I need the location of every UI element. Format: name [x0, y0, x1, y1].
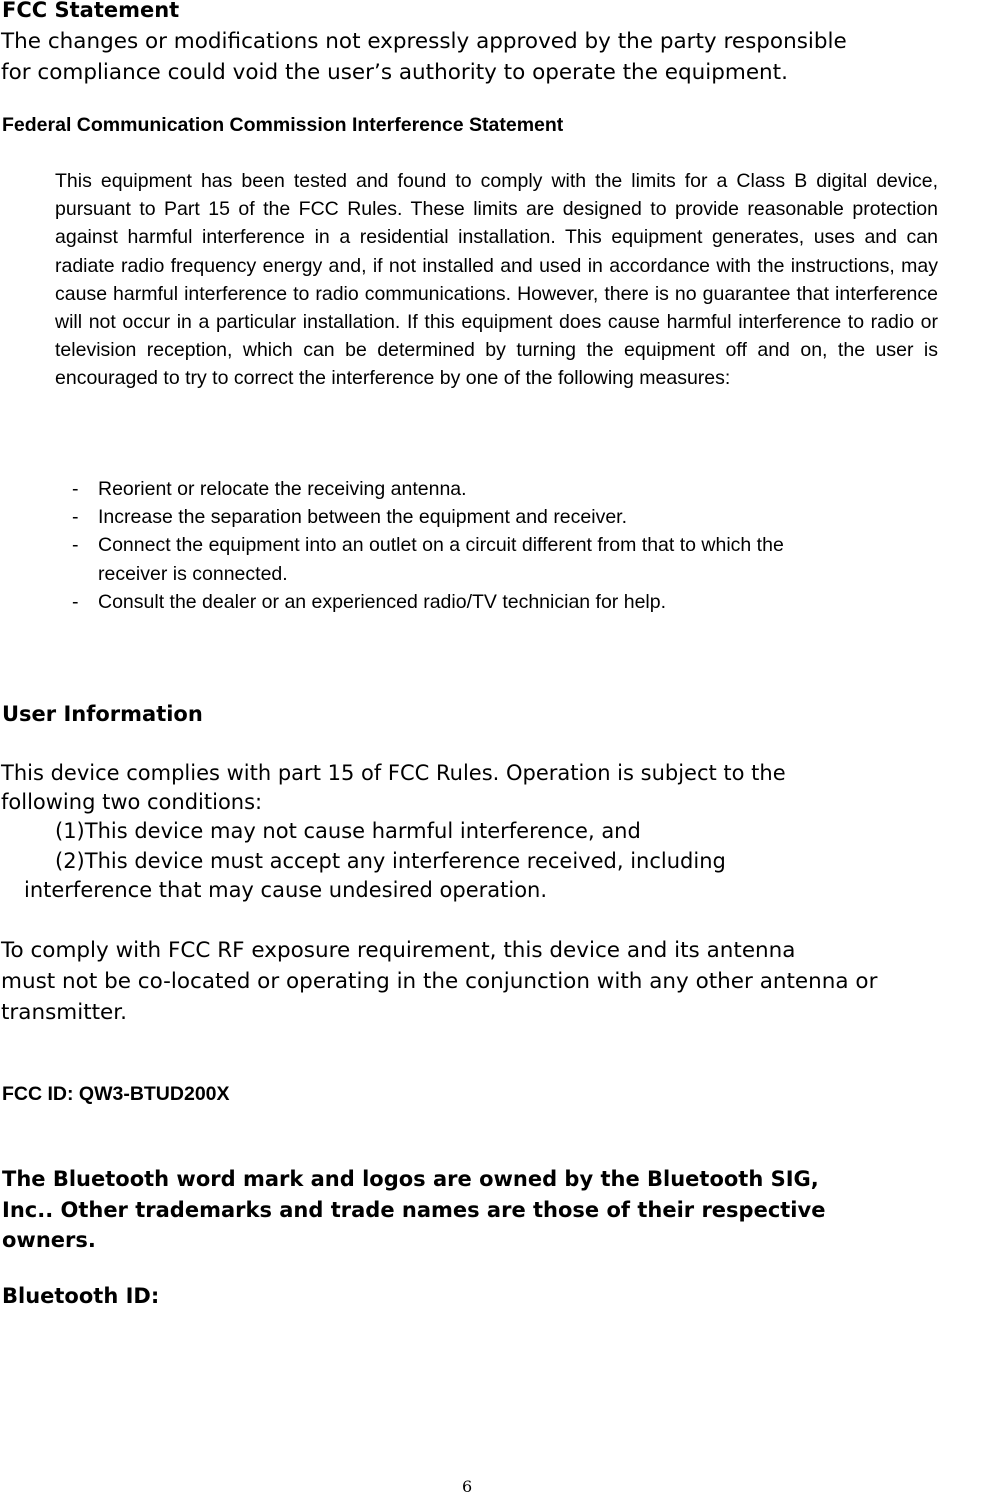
- measures-list: [72, 475, 932, 616]
- measure-text: Increase the separation between the equipment and receiver.: [98, 506, 628, 529]
- user-information-text: [1, 759, 961, 905]
- fcc-statement-line-2: for compliance could void the user’s authority to operate the equipment.: [1, 60, 788, 85]
- trademark-line-1: The Bluetooth word mark and logos are owned by the Bluetooth SIG,: [2, 1167, 819, 1191]
- rf-exposure-text: [1, 935, 985, 1028]
- list-dash: -: [72, 534, 79, 557]
- fcc-statement-text: [1, 26, 961, 88]
- measure-item: [72, 475, 932, 503]
- fcc-statement-title: FCC Statement: [2, 0, 180, 22]
- user-information-line-1: This device complies with part 15 of FCC Rules. Operation is subject to the: [1, 761, 786, 785]
- condition-2-continuation: interference that may cause undesired operation.: [24, 877, 548, 902]
- bluetooth-id-label: Bluetooth ID:: [2, 1284, 160, 1308]
- interference-statement-heading: Federal Communication Commission Interference Statement: [2, 114, 564, 136]
- trademark-line-3: owners.: [2, 1228, 96, 1252]
- trademark-line-2: Inc.. Other trademarks and trade names are those of their respective: [2, 1197, 826, 1222]
- condition-2: (2)This device must accept any interference received, including: [55, 848, 726, 873]
- condition-1: (1)This device may not cause harmful interference, and: [55, 819, 641, 844]
- page-number: 6: [462, 1477, 473, 1496]
- rf-exposure-line-2: must not be co-located or operating in the conjunction with any other antenna or: [1, 969, 878, 994]
- rf-exposure-line-3: transmitter.: [1, 1000, 127, 1025]
- list-dash: -: [72, 506, 79, 529]
- measure-text: Reorient or relocate the receiving antenna.: [98, 478, 467, 500]
- measure-text: Connect the equipment into an outlet on a circuit different from that to which the receiver is connected.: [98, 534, 784, 585]
- measure-text: Consult the dealer or an experienced radio/TV technician for help.: [98, 590, 667, 613]
- interference-statement-body: This equipment has been tested and found to comply with the limits for a Class B digital device, pursuant to Part 15 of the FCC Rules. These limits are designed to provide reasonable protection against harmful interference in a residential installation. This equipment generates, uses and can radiate radio frequency energy and, if not installed and used in accordance with the instructions, may cause harmful interference to radio communications. However, there is no guarantee that interference will not occur in a particular installation. If this equipment does cause harmful interference to radio or television reception, which can be determined by turning the equipment off and on, the user is encouraged to try to correct the interference by one of the following measures:: [55, 170, 938, 390]
- fcc-statement-line-1: The changes or modifications not expressly approved by the party responsible: [1, 29, 847, 54]
- trademark-notice: [2, 1164, 962, 1256]
- measure-item: [72, 503, 932, 531]
- list-dash: -: [72, 590, 79, 613]
- measure-item: [72, 531, 932, 587]
- measure-item: [72, 588, 932, 616]
- list-dash: -: [72, 478, 79, 500]
- fcc-id: FCC ID: QW3-BTUD200X: [2, 1083, 230, 1105]
- rf-exposure-line-1: To comply with FCC RF exposure requirement, this device and its antenna: [1, 938, 796, 963]
- user-information-title: User Information: [2, 702, 203, 726]
- user-information-line-2: following two conditions:: [1, 790, 263, 815]
